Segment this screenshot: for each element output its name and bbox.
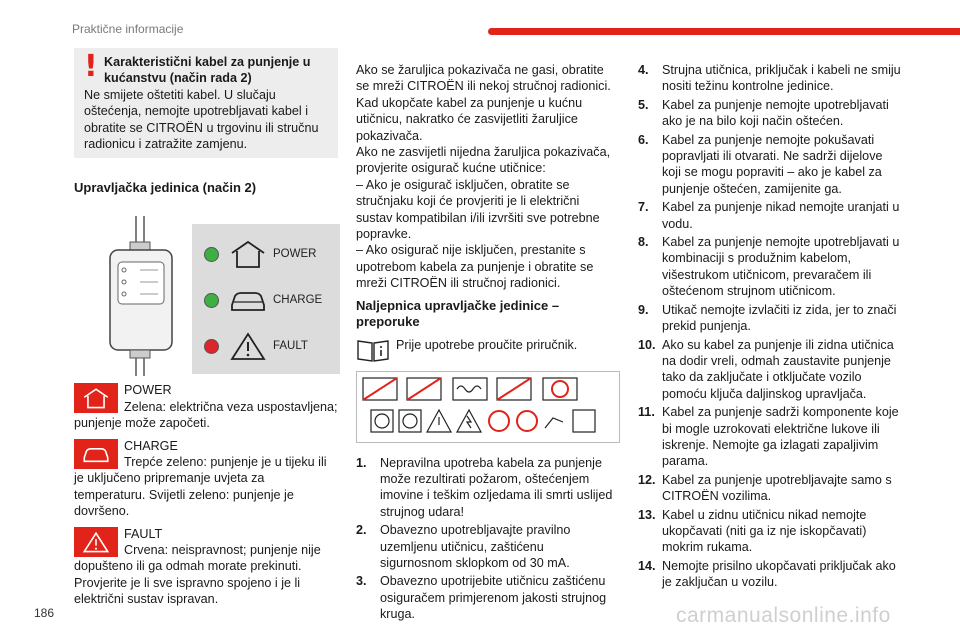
state-charge bbox=[74, 438, 338, 520]
warning-title: Karakteristični kabel za punjenje u kućanstvu (način rada 2) bbox=[104, 55, 311, 86]
warning-exclamation-icon: ! bbox=[84, 49, 98, 84]
control-unit-title: Upravljačka jedinica (način 2) bbox=[74, 180, 257, 195]
list-item: 12. Kabel za punjenje upotrebljavajte samo s CITROËN vozilima. bbox=[638, 472, 892, 504]
list-item: 1. Nepravilna upotreba kabela za punjenje može rezultirati požarom, oštećenjem imovine i teškim ozljedama ili smrti uslijed strujnog udara! bbox=[356, 455, 613, 519]
warning-triangle-icon bbox=[74, 527, 118, 557]
paragraph: Ako se žaruljica pokazivača ne gasi, obratite se mreži CITROËN ili nekoj stručnoj radionici. bbox=[356, 63, 611, 94]
state-fault bbox=[74, 526, 338, 608]
house-icon bbox=[229, 239, 267, 269]
header-accent-bar bbox=[488, 28, 960, 35]
house-icon bbox=[74, 383, 118, 413]
panel-label-charge: CHARGE bbox=[273, 294, 323, 307]
paragraph: – Ako osigurač nije isključen, prestanite s upotrebom kabela za punjenje i obratite se mreži CITROËN ili stručnoj radionici. bbox=[356, 243, 594, 291]
indicator-panel bbox=[192, 224, 340, 374]
list-item: 10. Ako su kabel za punjenje ili zidna utičnica na dodir vreli, odmah zaustavite punjenje tako da zaključate i otključate vozilo pomoću ključa daljinskog upravljača. bbox=[638, 337, 894, 401]
pictogram-strip-icon bbox=[357, 372, 619, 442]
list-item: 8. Kabel za punjenje nemojte upotrebljavati u kombinaciji s produžnim kabelom, višestrukom utičnicom, prevaračem ili oštećenom strujnom utičnicom. bbox=[638, 235, 900, 299]
manual-notice-text: Prije upotrebe proučite priručnik. bbox=[396, 337, 578, 352]
state-fault-name: FAULT bbox=[124, 526, 163, 541]
list-item: 4. Strujna utičnica, priključak i kabeli ne smiju nositi težinu kontrolne jedinice. bbox=[638, 63, 901, 94]
column-2 bbox=[356, 62, 618, 625]
paragraph: Ako ne zasvijetli nijedna žaruljica pokazivača, provjerite osigurač kućne utičnice: bbox=[356, 145, 611, 176]
warning-body: Ne smijete oštetiti kabel. U slučaju oštećenja, nemojte upotrebljavati kabel i obratite se CITROËN u trgovinu ili stručnu radionicu i zatražite zamjenu. bbox=[84, 87, 319, 152]
column-1 bbox=[74, 48, 338, 608]
label-section-title: Naljepnica upravljačke jedinice – preporuke bbox=[356, 297, 560, 330]
column-3 bbox=[638, 62, 904, 593]
list-item: 3. Obavezno upotrijebite utičnicu zaštićenu osiguračem primjerenom jakosti strujnog kruga. bbox=[356, 574, 607, 622]
power-led-icon bbox=[204, 247, 219, 262]
state-power-text: Zelena: električna veza uspostavljena; punjenje može započeti. bbox=[74, 399, 338, 431]
safety-list-part-2 bbox=[638, 62, 904, 591]
paragraph: – Ako je osigurač isključen, obratite se stručnjaku koji će provjeriti je li električni sustav kompatibilan i/ili izvršiti sve potrebne popravke. bbox=[356, 177, 600, 242]
manual-notice bbox=[356, 337, 618, 363]
page-header-title: Praktične informacije bbox=[72, 22, 184, 36]
list-item: 9. Utikač nemojte izvlačiti iz zida, jer to znači prekid punjenja. bbox=[638, 302, 897, 334]
control-unit-illustration bbox=[74, 216, 338, 376]
list-item: 7. Kabel za punjenje nikad nemojte uranjati u vodu. bbox=[638, 200, 900, 231]
open-manual-icon bbox=[356, 337, 390, 363]
state-power bbox=[74, 382, 338, 431]
state-fault-text: Crvena: neispravnost; punjenje nije dopušteno ili ga odmah morate prekinuti. Provjerite je li sve ispravno spojeno i je li električni sustav ispravan. bbox=[74, 543, 321, 607]
safety-list-part-1 bbox=[356, 455, 618, 623]
paragraph: Kad ukopčate kabel za punjenje u kućnu utičnicu, nakratko će zasvijetliti žaruljice pokazivača. bbox=[356, 95, 583, 143]
list-item: 5. Kabel za punjenje nemojte upotrebljavati ako je na bilo koji način oštećen. bbox=[638, 97, 889, 129]
panel-row-fault bbox=[204, 326, 340, 366]
state-charge-name: CHARGE bbox=[124, 438, 178, 453]
state-charge-text: Trepće zeleno: punjenje je u tijeku ili je uključeno pripremanje uvjeta za temperaturu. Svijetli zeleno: punjenje je dovršeno. bbox=[74, 455, 327, 519]
panel-label-fault: FAULT bbox=[273, 340, 308, 353]
warning-box bbox=[74, 48, 338, 158]
watermark: carmanualsonline.info bbox=[676, 604, 891, 627]
panel-row-charge bbox=[204, 280, 340, 320]
state-power-name: POWER bbox=[124, 383, 172, 398]
panel-row-power bbox=[204, 234, 340, 274]
safety-label-pictograms bbox=[356, 371, 620, 443]
page-number: 186 bbox=[34, 606, 55, 620]
panel-label-power: POWER bbox=[273, 248, 317, 261]
warning-triangle-icon bbox=[229, 331, 267, 361]
car-icon bbox=[74, 439, 118, 469]
fault-led-icon bbox=[204, 339, 219, 354]
list-item: 2. Obavezno upotrebljavajte pravilno uzemljenu utičnicu, zaštićenu sigurnosnom sklopkom od 30 mA. bbox=[356, 523, 571, 570]
list-item: 13. Kabel u zidnu utičnicu nikad nemojte ukopčavati (niti ga iz nje iskopčavati) mokrim rukama. bbox=[638, 507, 867, 555]
charge-led-icon bbox=[204, 293, 219, 308]
list-item: 6. Kabel za punjenje nemojte pokušavati popravljati ili otvarati. Ne sadrži dijelove koji se mogu popraviti – ako je kabel za punjenje oštećen, zamijenite ga. bbox=[638, 132, 883, 196]
charging-control-box-icon bbox=[106, 216, 176, 376]
list-item: 14. Nemojte prisilno ukopčavati priključak ako je zaključan u vozilu. bbox=[638, 558, 896, 590]
car-icon bbox=[229, 285, 267, 315]
list-item: 11. Kabel za punjenje sadrži komponente koje bi mogle uzrokovati električne lukove ili iskrenje. Nemojte ga izlagati zapaljivim parama. bbox=[638, 405, 899, 469]
